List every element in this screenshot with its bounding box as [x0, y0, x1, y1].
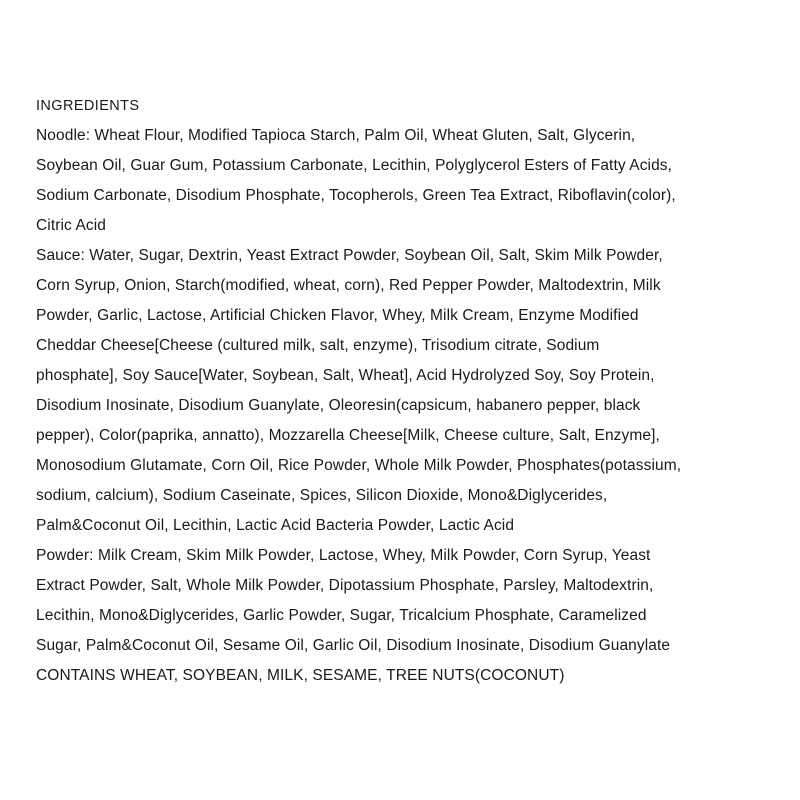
sauce-line: Sauce: Water, Sugar, Dextrin, Yeast Extract Powder, Soybean Oil, Salt, Skim Milk Powder,	[36, 247, 663, 264]
allergen-statement: CONTAINS WHEAT, SOYBEAN, MILK, SESAME, TREE NUTS(COCONUT)	[36, 667, 565, 684]
powder-line: Powder: Milk Cream, Skim Milk Powder, Lactose, Whey, Milk Powder, Corn Syrup, Yeast	[36, 547, 651, 564]
noodle-line: Citric Acid	[36, 217, 107, 234]
noodle-line: Sodium Carbonate, Disodium Phosphate, Tocopherols, Green Tea Extract, Riboflavin(color),	[36, 187, 676, 204]
sauce-line: phosphate], Soy Sauce[Water, Soybean, Salt, Wheat], Acid Hydrolyzed Soy, Soy Protein,	[36, 367, 655, 384]
sauce-line: Palm&Coconut Oil, Lecithin, Lactic Acid Bacteria Powder, Lactic Acid	[36, 517, 515, 534]
sauce-line: Corn Syrup, Onion, Starch(modified, wheat, corn), Red Pepper Powder, Maltodextrin, Milk	[36, 277, 661, 294]
noodle-line: Soybean Oil, Guar Gum, Potassium Carbonate, Lecithin, Polyglycerol Esters of Fatty Acids,	[36, 157, 673, 174]
sauce-line: Disodium Inosinate, Disodium Guanylate, Oleoresin(capsicum, habanero pepper, black	[36, 397, 641, 414]
powder-line: Extract Powder, Salt, Whole Milk Powder, Dipotassium Phosphate, Parsley, Maltodextrin,	[36, 577, 654, 594]
sauce-line: pepper), Color(paprika, annatto), Mozzarella Cheese[Milk, Cheese culture, Salt, Enzyme],	[36, 427, 660, 444]
powder-line: Sugar, Palm&Coconut Oil, Sesame Oil, Garlic Oil, Disodium Inosinate, Disodium Guanylate	[36, 637, 671, 654]
powder-line: Lecithin, Mono&Diglycerides, Garlic Powder, Sugar, Tricalcium Phosphate, Caramelized	[36, 607, 647, 624]
sauce-line: sodium, calcium), Sodium Caseinate, Spices, Silicon Dioxide, Mono&Diglycerides,	[36, 487, 608, 504]
noodle-line: Noodle: Wheat Flour, Modified Tapioca Starch, Palm Oil, Wheat Gluten, Salt, Glycerin,	[36, 127, 636, 144]
sauce-line: Monosodium Glutamate, Corn Oil, Rice Powder, Whole Milk Powder, Phosphates(potassium,	[36, 457, 682, 474]
sauce-line: Cheddar Cheese[Cheese (cultured milk, salt, enzyme), Trisodium citrate, Sodium	[36, 337, 600, 354]
ingredients-heading: INGREDIENTS	[36, 98, 140, 114]
sauce-line: Powder, Garlic, Lactose, Artificial Chicken Flavor, Whey, Milk Cream, Enzyme Modified	[36, 307, 639, 324]
ingredients-panel	[36, 91, 776, 691]
